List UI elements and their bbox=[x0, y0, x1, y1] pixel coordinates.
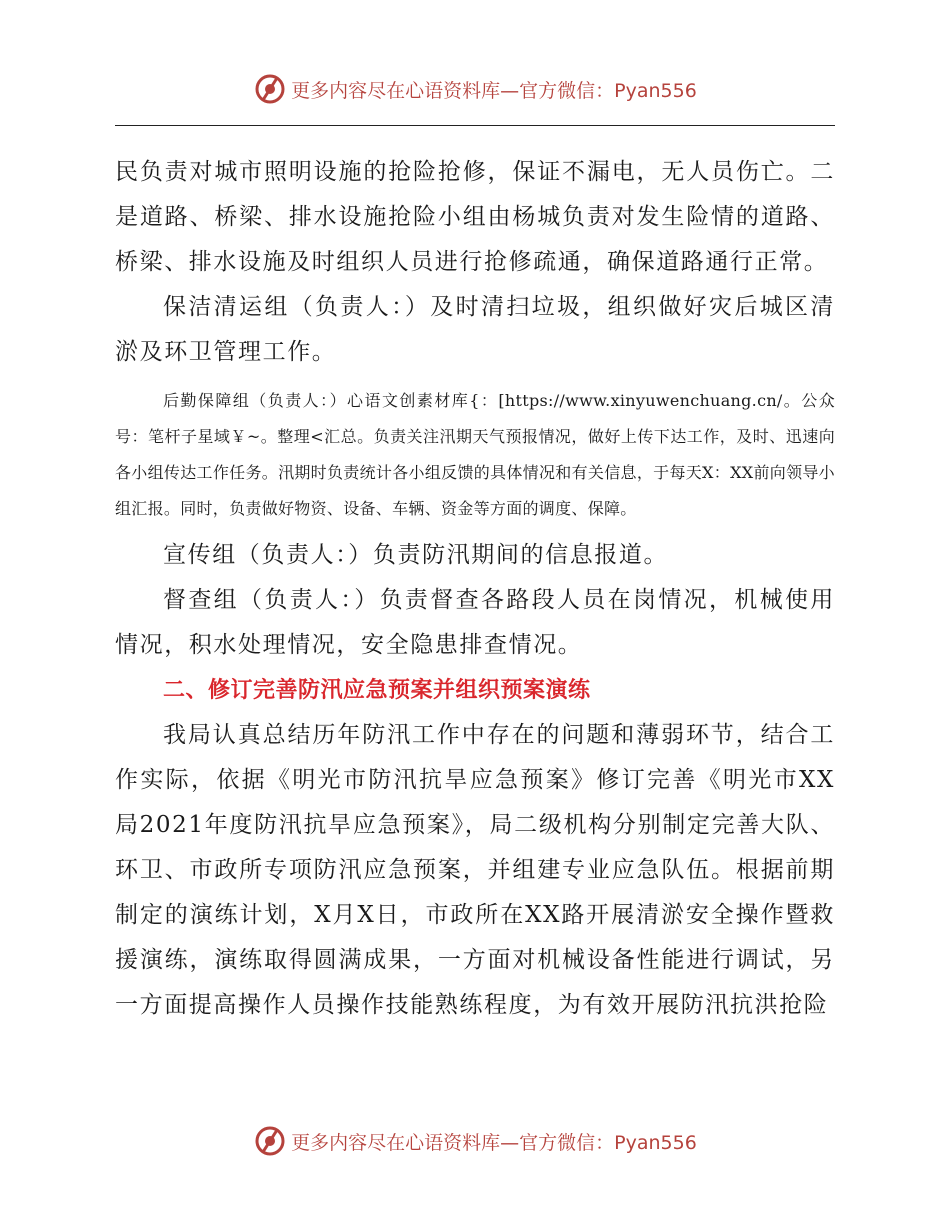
section-heading-2: 二、修订完善防汛应急预案并组织预案演练 bbox=[163, 678, 591, 703]
header-rule bbox=[115, 125, 835, 126]
document-body bbox=[115, 150, 835, 1028]
brand-logo-icon bbox=[253, 1124, 287, 1158]
footer-banner-text: 更多内容尽在心语资料库—官方微信：Pyan556 bbox=[291, 1131, 697, 1154]
paragraph-3: 后勤保障组（负责人：）心语文创素材库{：[https://www.xinyuwenchuang.cn/。公众号：笔杆子星域￥~。整理<汇总。负责关注汛期天气预报情况，做好上传下达工作，及时、迅速向各小组传达工作任务。汛期时负责统计各小组反馈的具体情况和有关信息，于每天X：XX前向领导小组汇报。同时，负责做好物资、设备、车辆、资金等方面的调度、保障。 bbox=[115, 391, 835, 518]
paragraph-2: 保洁清运组（负责人：）及时清扫垃圾，组织做好灾后城区清淤及环卫管理工作。 bbox=[115, 294, 835, 365]
footer-banner bbox=[0, 1124, 950, 1158]
paragraph-5: 督查组（负责人：）负责督查各路段人员在岗情况，机械使用情况，积水处理情况，安全隐患排查情况。 bbox=[115, 587, 835, 658]
header-banner bbox=[0, 72, 950, 106]
paragraph-6: 我局认真总结历年防汛工作中存在的问题和薄弱环节，结合工作实际，依据《明光市防汛抗旱应急预案》修订完善《明光市XX局2021年度防汛抗旱应急预案》，局二级机构分别制定完善大队、环卫、市政所专项防汛应急预案，并组建专业应急队伍。根据前期制定的演练计划，X月X日，市政所在XX路开展清淤安全操作暨救援演练，演练取得圆满成果，一方面对机械设备性能进行调试，另一方面提高操作人员操作技能熟练程度，为有效开展防汛抗洪抢险 bbox=[115, 722, 835, 1018]
header-banner-text: 更多内容尽在心语资料库—官方微信：Pyan556 bbox=[291, 79, 697, 102]
paragraph-1: 民负责对城市照明设施的抢险抢修，保证不漏电，无人员伤亡。二是道路、桥梁、排水设施抢险小组由杨城负责对发生险情的道路、桥梁、排水设施及时组织人员进行抢修疏通，确保道路通行正常。 bbox=[115, 159, 835, 275]
brand-logo-icon bbox=[253, 72, 287, 106]
paragraph-4: 宣传组（负责人：）负责防汛期间的信息报道。 bbox=[163, 542, 669, 568]
